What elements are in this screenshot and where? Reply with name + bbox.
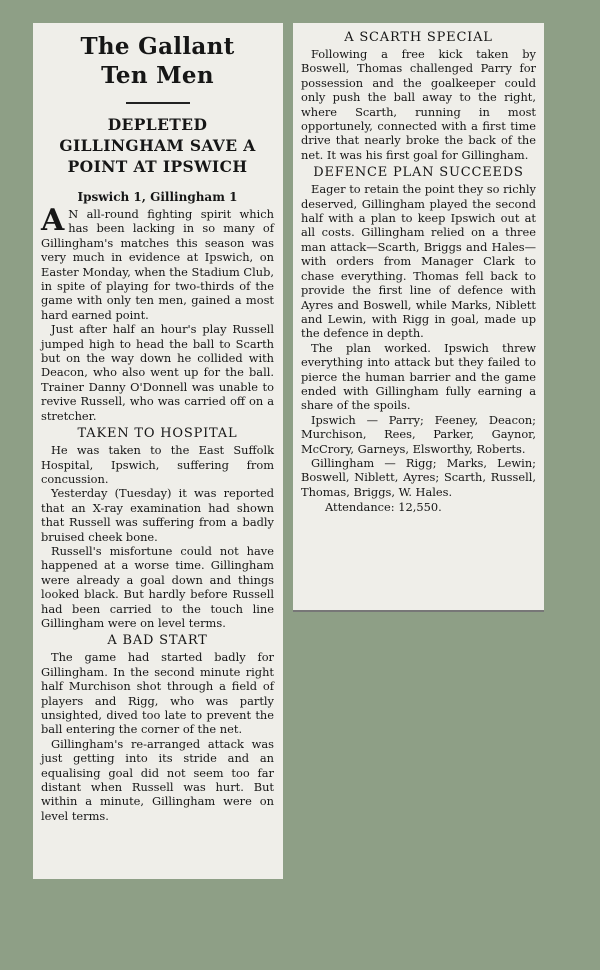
intro-text: N all-round fighting spirit which has been lacking in so many of Gillingham's matches this season was very much in evidence at Ipswich, on Easter Monday, when the Stadium Club, in spite of playing for two-thirds of the game with only ten men, gained a most hard earned point. [41,207,274,322]
section-heading-bad-start: A BAD START [107,633,208,649]
article-clipping-right [293,23,544,612]
paragraph-collision: Just after half an hour's play Russell jumped high to head the ball to Scarth but on the way down he collided with Deacon, who also went up for the ball. Trainer Danny O'Donnell was unable to revive Russell, who was carried off on a stretcher. [41,322,274,423]
headline [41,32,274,90]
paragraph-misfortune: Russell's misfortune could not have happened at a worse time. Gillingham were already a goal down and things looked black. But hardly before Russell had been carried to the touch line Gillingham were on level terms. [41,543,274,630]
headline-line-2: Ten Men [101,62,214,89]
paragraph-hospital: He was taken to the East Suffolk Hospital, Ipswich, suffering from concussion. [41,443,274,486]
subheadline-line-3: POINT AT IPSWICH [67,157,248,176]
headline-rule [126,102,190,104]
article-clipping-left [33,23,283,879]
match-score: Ipswich 1, Gillingham 1 [77,190,238,204]
section-heading-scarth: A SCARTH SPECIAL [344,30,493,45]
section-heading-defence: DEFENCE PLAN SUCCEEDS [313,165,524,181]
section-heading-hospital: TAKEN TO HOSPITAL [77,426,238,442]
paragraph-plan-worked: The plan worked. Ipswich threw everything into attack but they failed to pierce the human barrier and the game ended with Gillingham fully earning a share of the spoils. [301,340,536,413]
drop-cap: A [41,203,65,238]
attendance: Attendance: 12,550. [325,500,442,515]
subheadline [41,114,274,177]
paragraph-bad-start: The game had started badly for Gillingham. In the second minute right half Murchison shot through a field of players and Rigg, who was partly unsighted, dived too late to prevent the ball entering the corner of the net. [41,650,274,737]
paragraph-rearranged-attack: Gillingham's re-arranged attack was just getting into its stride and an equalising goal did not seem too far distant when Russell was hurt. But within a minute, Gillingham were on level terms. [41,736,274,823]
intro-paragraph [41,203,274,322]
paragraph-xray: Yesterday (Tuesday) it was reported that an X-ray examination had shown that Russell was suffering from a badly bruised cheek bone. [41,486,274,544]
paragraph-goal: Following a free kick taken by Boswell, Thomas challenged Parry for possession and the goalkeeper could only push the ball away to the right, where Scarth, running in most opportunely, connected with a first time drive that nearly broke the back of the net. It was his first goal for Gillingham. [301,47,536,162]
subheadline-line-1: DEPLETED [107,115,208,134]
team-lineup-gillingham: Gillingham — Rigg; Marks, Lewin; Boswell, Niblett, Ayres; Scarth, Russell, Thomas, Briggs, W. Hales. [301,455,536,499]
headline-line-1: The Gallant [80,33,235,60]
team-lineup-ipswich: Ipswich — Parry; Feeney, Deacon; Murchison, Rees, Parker, Gaynor, McCrory, Garneys, Elsworthy, Roberts. [301,412,536,456]
subheadline-line-2: GILLINGHAM SAVE A [59,136,256,155]
paragraph-defence-plan: Eager to retain the point they so richly deserved, Gillingham played the second half with a plan to keep Ipswich out at all costs. Gillingham relied on a three man attack—Scarth, Briggs and Hales—with orders from Manager Clark to chase everything. Thomas fell back to provide the first line of defence with Ayres and Boswell, while Marks, Niblett and Lewin, with Rigg in goal, made up the defence in depth. [301,182,536,341]
